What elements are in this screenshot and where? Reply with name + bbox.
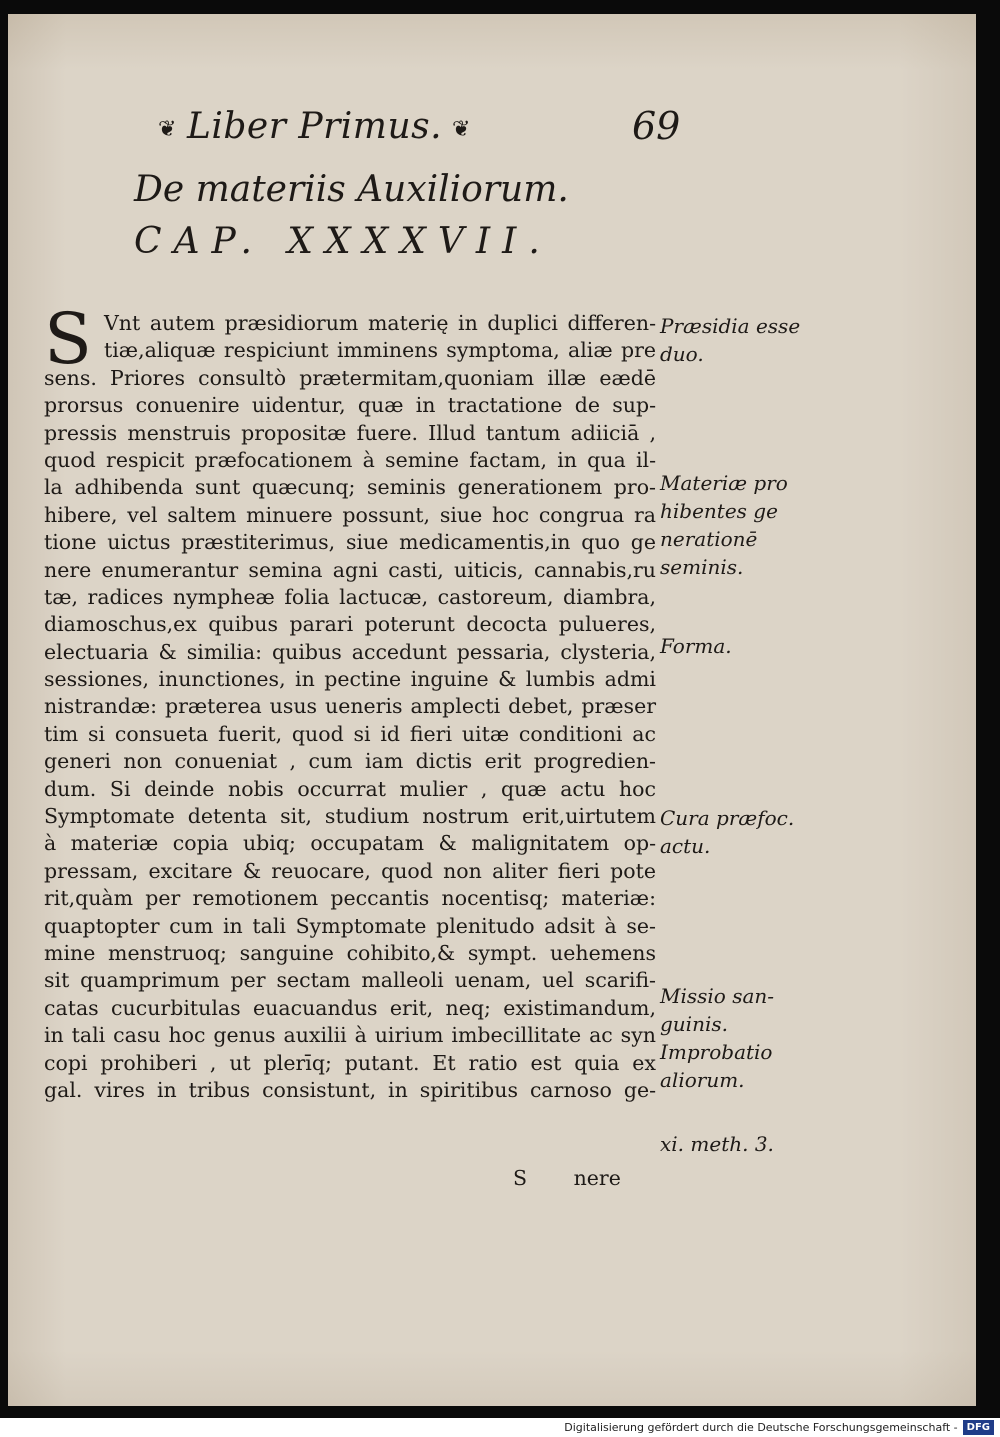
text-line: sit quamprimum per sectam malleoli uenam, uel scarifi- [44, 968, 656, 993]
chapter-title: De materiis Auxiliorum. [134, 169, 569, 210]
text-line: sens. Priores consultò prætermitam,quoniam illæ eædē [44, 365, 656, 390]
text-line: tiæ,aliquæ respiciunt imminens symptoma, aliæ pre [104, 338, 656, 363]
text-line: pressam, excitare & reuocare, quod non aliter fieri pote [44, 858, 656, 883]
margin-note: Præsidia esse duo. [660, 314, 801, 366]
margin-note: Missio san- guinis. Improbatio aliorum. [660, 984, 775, 1092]
text-line: diamoschus,ex quibus parari poterunt decocta pulueres, [44, 612, 656, 637]
text-line: la adhibenda sunt quæcunq; seminis generationem pro- [44, 475, 656, 500]
drop-cap: S [44, 298, 92, 380]
text-line: in tali casu hoc genus auxilii à uirium imbecillitate ac syn [44, 1023, 656, 1048]
signature-mark: S [513, 1166, 528, 1190]
text-line: electuaria & similia: quibus accedunt pessaria, clysteria, [44, 639, 656, 664]
text-line: tæ, radices nympheæ folia lactucæ, castoreum, diambra, [44, 584, 656, 609]
text-line: hibere, vel saltem minuere possunt, siue hoc congrua ra [44, 502, 656, 527]
credit-text: Digitalisierung gefördert durch die Deutsche Forschungsgemeinschaft - [564, 1421, 958, 1434]
margin-note: Forma. [660, 634, 732, 658]
margin-note: Materiæ pro hibentes ge nerationē seminis. [660, 471, 788, 579]
text-line: à materiæ copia ubiq; occupatam & malignitatem op- [44, 831, 656, 856]
catchword: nere [573, 1166, 621, 1190]
dfg-logo: DFG [963, 1420, 994, 1435]
text-line: tim si consueta fuerit, quod si id fieri uitæ conditioni ac [44, 721, 656, 746]
text-line: dum. Si deinde nobis occurrat mulier , quæ actu hoc [44, 776, 656, 801]
running-title: Liber Primus. [186, 106, 443, 147]
catchword-line [513, 1166, 621, 1190]
text-line: copi prohiberi , ut plerīq; putant. Et ratio est quia ex [44, 1050, 656, 1075]
text-line: pressis menstruis propositæ fuere. Illud tantum adiiciā , [44, 420, 656, 445]
text-line: nere enumerantur semina agni casti, uiticis, cannabis,ru [44, 557, 656, 582]
text-line: nistrandæ: præterea usus ueneris amplecti debet, præser [44, 694, 656, 719]
text-line: Vnt autem præsidiorum materię in duplici differen- [104, 311, 656, 335]
book-page [8, 14, 976, 1406]
chapter-heading [134, 164, 569, 268]
text-line: quod respicit præfocationem à semine factam, in qua il- [44, 447, 656, 472]
text-line: sessiones, inunctiones, in pectine inguine & lumbis admi [44, 667, 656, 692]
text-line: rit,quàm per remotionem peccantis nocentisq; materiæ: [44, 886, 656, 911]
page-number: 69 [632, 104, 681, 148]
margin-note: xi. meth. 3. [660, 1132, 774, 1156]
text-line: catas cucurbitulas euacuandus erit, neq; existimandum, [44, 995, 656, 1020]
digitization-credit [564, 1420, 994, 1435]
body-text [44, 298, 656, 1104]
running-header [148, 106, 481, 147]
text-line: generi non conueniat , cum iam dictis erit progredien- [44, 749, 656, 774]
ornament-left-icon: ❦ [158, 116, 177, 142]
text-line: Symptomate detenta sit, studium nostrum erit,uirtutem [44, 804, 656, 829]
text-line: gal. vires in tribus consistunt, in spiritibus carnoso ge- [44, 1077, 656, 1102]
chapter-number: CAP. XXXXVII. [134, 221, 552, 262]
text-line: prorsus conuenire uidentur, quæ in tractatione de sup- [44, 393, 656, 418]
text-line: mine menstruoq; sanguine cohibito,& sympt. uehemens [44, 940, 656, 965]
margin-note: Cura præfoc. actu. [660, 806, 795, 858]
text-line: tione uictus præstiterimus, siue medicamentis,in quo ge [44, 530, 656, 555]
ornament-right-icon: ❦ [452, 116, 471, 142]
text-line: quaptopter cum in tali Symptomate plenitudo adsit à se- [44, 913, 656, 938]
